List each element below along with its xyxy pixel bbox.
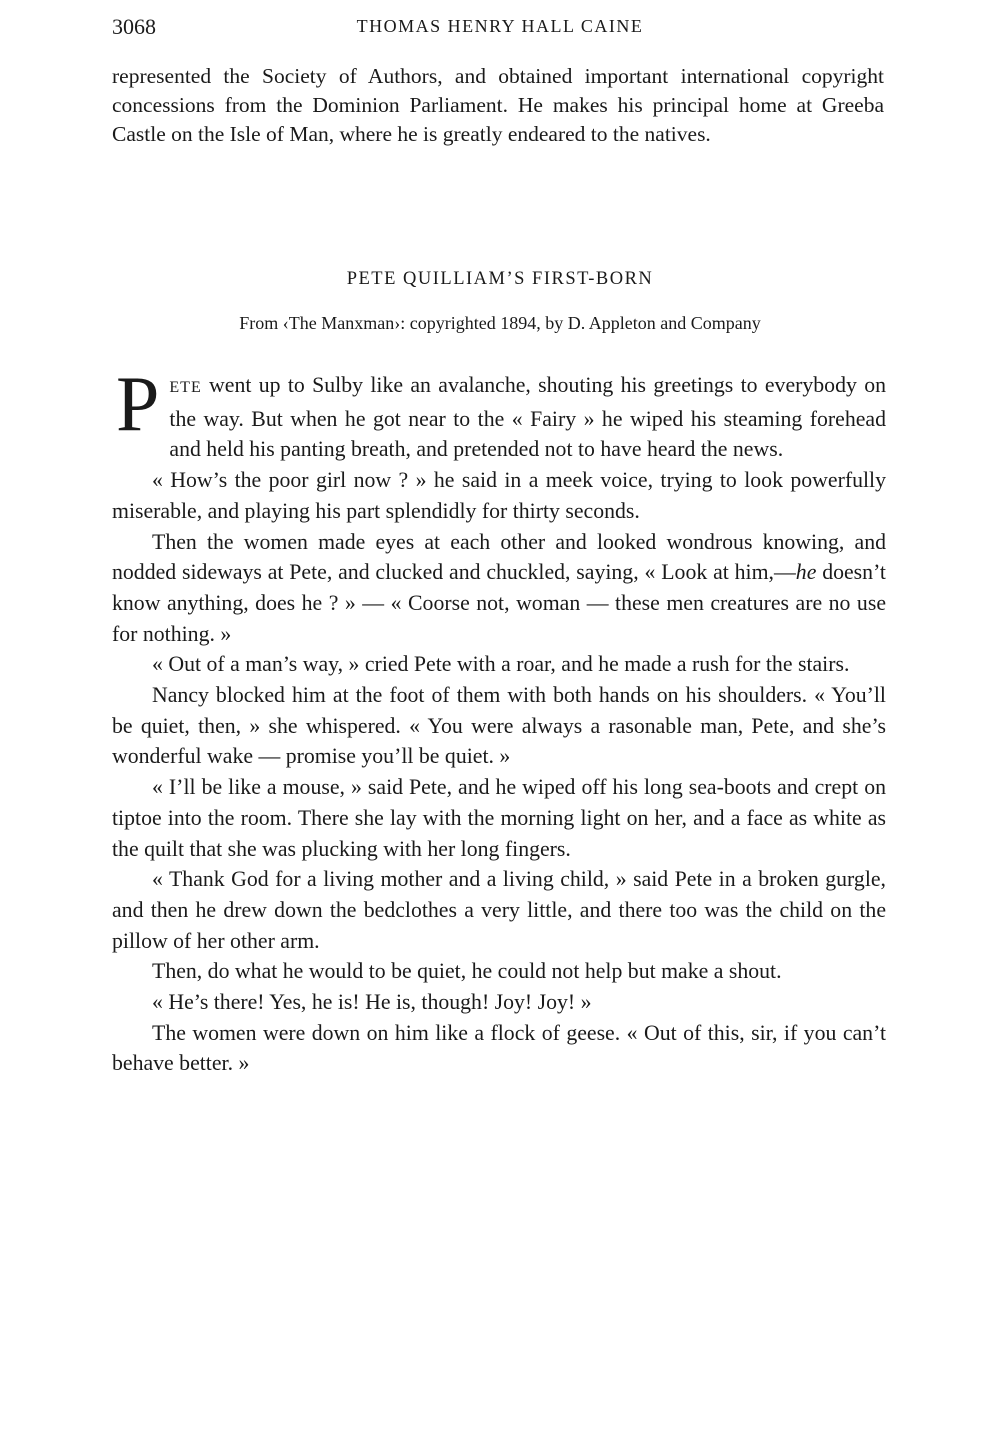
story-paragraph [112,360,886,465]
story-paragraph: The women were down on him like a flock of geese. « Out of this, sir, if you can’t behave better. » [112,1020,886,1076]
running-head [112,14,888,44]
story-paragraph: « I’ll be like a mouse, » said Pete, and he wiped off his long sea-boots and crept on tiptoe into the room. There she lay with the morning light on her, and a face as white as the quilt that she was plucking with her long fingers. [112,775,886,861]
story-paragraph: Nancy blocked him at the foot of them with both hands on his shoulders. « You’ll be quiet, then, » she whispered. « You were always a rasonable man, Pete, and she’s wonderful wake — promise you’ll be quiet. » [112,683,886,769]
story-paragraph: « How’s the poor girl now ? » he said in a meek voice, trying to look powerfully miserable, and playing his part splendidly for thirty seconds. [112,468,886,523]
first-word-smallcaps: ETE [169,379,202,396]
page-number: 3068 [112,14,156,39]
story-paragraph [112,527,886,650]
story-paragraph: « Thank God for a living mother and a living child, » said Pete in a broken gurgle, and then he drew down the bedclothes a very little, and there too was the child on the pillow of her other arm. [112,867,886,953]
running-title: THOMAS HENRY HALL CAINE [356,16,644,36]
story-body [112,360,886,1079]
source-line: From ‹The Manxman›: copyrighted 1894, by D. Appleton and Company [239,313,761,333]
story-paragraph: « Out of a man’s way, » cried Pete with a roar, and he made a rush for the stairs. [152,652,850,677]
drop-cap: P [116,360,160,447]
paragraph-text: doesn’t know anything, does he ? » — « Coorse not, woman — these men creatures are no use for nothing. » [112,560,886,646]
intro-paragraph: represented the Society of Authors, and obtained important international copyright concessions from the Dominion Parliament. He makes his principal home at Greeba Castle on the Isle of Man, where he is greatly endeared to the natives. [112,64,884,146]
story-paragraph: « He’s there! Yes, he is! He is, though! Joy! Joy! » [152,990,592,1015]
story-paragraph: Then, do what he would to be quiet, he could not help but make a shout. [152,959,782,984]
section-title: PETE QUILLIAM’S FIRST-BORN [346,269,654,289]
italic-emphasis: he [795,560,817,585]
paragraph-text: went up to Sulby like an avalanche, shouting his greetings to everybody on the way. But when he got near to the « Fairy » he wiped his steaming forehead and held his panting breath, and pretended not to have heard the news. [169,373,886,462]
paragraph-text: Then the women made eyes at each other and looked wondrous knowing, and nodded sideways at Pete, and clucked and chuckled, saying, « Look at him,— [112,529,886,585]
